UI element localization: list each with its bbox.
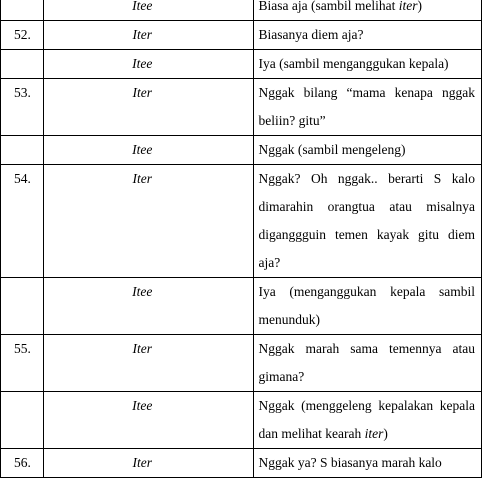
speaker-cell: Itee: [44, 0, 253, 21]
utterance-cell: [253, 0, 482, 21]
utterance-cell: Nggak bilang “mama kenapa nggak beliin? gitu”: [253, 79, 482, 136]
utterance-cell: [253, 392, 482, 449]
utterance-text-end: ): [417, 0, 422, 13]
utterance-text-end: ): [383, 426, 388, 441]
row-number: [1, 392, 44, 449]
speaker-cell: Iter: [44, 335, 253, 392]
row-number: [1, 0, 44, 21]
utterance-text: Biasa aja (sambil melihat: [258, 0, 399, 13]
speaker-cell: Itee: [44, 50, 253, 79]
row-number: 52.: [1, 21, 44, 50]
table-row: [1, 79, 482, 136]
table-row: [1, 0, 482, 21]
speaker-cell: Itee: [44, 136, 253, 165]
table-row: [1, 392, 482, 449]
utterance-cell: Nggak (sambil mengeleng): [253, 136, 482, 165]
row-number: 55.: [1, 335, 44, 392]
table-row: [1, 21, 482, 50]
table-row: [1, 165, 482, 278]
row-number: [1, 278, 44, 335]
row-number: [1, 50, 44, 79]
utterance-cell: Iya (menganggukan kepala sambil menunduk): [253, 278, 482, 335]
utterance-cell: Nggak ya? S biasanya marah kalo: [253, 449, 482, 478]
speaker-cell: Iter: [44, 79, 253, 136]
utterance-italic: iter: [398, 0, 418, 13]
table-row: [1, 278, 482, 335]
utterance-italic: iter: [364, 426, 384, 441]
table-row: [1, 136, 482, 165]
utterance-cell: Nggak? Oh nggak.. berarti S kalo dimarahin orangtua atau misalnya diganggguin temen kayak gitu diem aja?: [253, 165, 482, 278]
utterance-cell: Iya (sambil menganggukan kepala): [253, 50, 482, 79]
table-row: [1, 50, 482, 79]
utterance-cell: Nggak marah sama temennya atau gimana?: [253, 335, 482, 392]
row-number: 53.: [1, 79, 44, 136]
speaker-cell: Iter: [44, 449, 253, 478]
speaker-cell: Itee: [44, 392, 253, 449]
speaker-cell: Iter: [44, 21, 253, 50]
utterance-cell: Biasanya diem aja?: [253, 21, 482, 50]
speaker-cell: Itee: [44, 278, 253, 335]
table-row: [1, 335, 482, 392]
row-number: 54.: [1, 165, 44, 278]
utterance-text: Nggak (menggeleng kepalakan kepala dan melihat kearah: [258, 398, 475, 441]
row-number: [1, 136, 44, 165]
row-number: 56.: [1, 449, 44, 478]
speaker-cell: Iter: [44, 165, 253, 278]
table-row: [1, 449, 482, 478]
